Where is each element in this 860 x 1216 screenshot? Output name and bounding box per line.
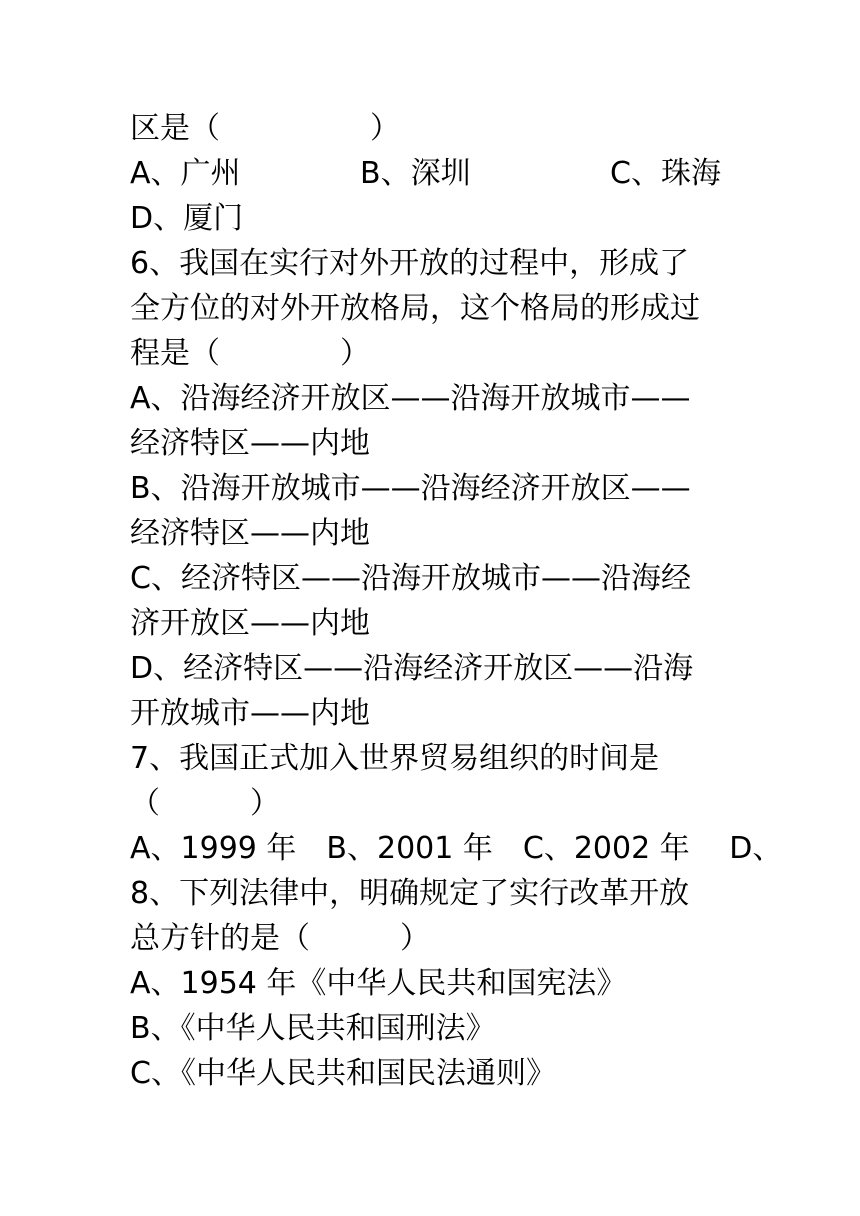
q5-option-a: A、广州 — [130, 156, 241, 191]
q8-option-a: A、1954 年《中华人民共和国宪法》 — [130, 966, 627, 1001]
q5-stem-tail: 区是（ ） — [130, 111, 400, 146]
q6-option-c-line-2: 济开放区——内地 — [130, 606, 370, 641]
q6-stem-line-2: 全方位的对外开放格局，这个格局的形成过 — [130, 291, 700, 326]
q6-option-a-line-1: A、沿海经济开放区——沿海开放城市—— — [130, 381, 691, 416]
q6-option-d-line-1: D、经济特区——沿海经济开放区——沿海 — [130, 651, 694, 686]
q6-stem-line-1: 6、我国在实行对外开放的过程中，形成了 — [130, 246, 690, 281]
q6-stem-line-3: 程是（ ） — [130, 336, 370, 371]
q6-option-c-line-1: C、经济特区——沿海开放城市——沿海经 — [130, 561, 691, 596]
q6-option-b-line-1: B、沿海开放城市——沿海经济开放区—— — [130, 471, 691, 506]
q6-option-b-line-2: 经济特区——内地 — [130, 516, 370, 551]
q5-option-c: C、珠海 — [610, 156, 721, 191]
q8-option-c: C、《中华人民共和国民法通则》 — [130, 1056, 556, 1091]
q7-stem-line-2: （ ） — [130, 786, 280, 821]
q6-option-a-line-2: 经济特区——内地 — [130, 426, 370, 461]
q8-stem-line-1: 8、下列法律中，明确规定了实行改革开放 — [130, 876, 690, 911]
q8-stem-line-2: 总方针的是（ ） — [130, 921, 430, 956]
q5-option-b: B、深圳 — [360, 156, 471, 191]
q6-option-d-line-2: 开放城市——内地 — [130, 696, 370, 731]
q8-option-b: B、《中华人民共和国刑法》 — [130, 1011, 496, 1046]
q5-option-d: D、厦门 — [130, 201, 244, 236]
document-page — [130, 106, 783, 1096]
q5-options-row — [130, 151, 730, 196]
q7-stem-line-1: 7、我国正式加入世界贸易组织的时间是 — [130, 741, 660, 776]
q7-options-row: A、1999 年 B、2001 年 C、2002 年 D、 — [130, 831, 783, 866]
